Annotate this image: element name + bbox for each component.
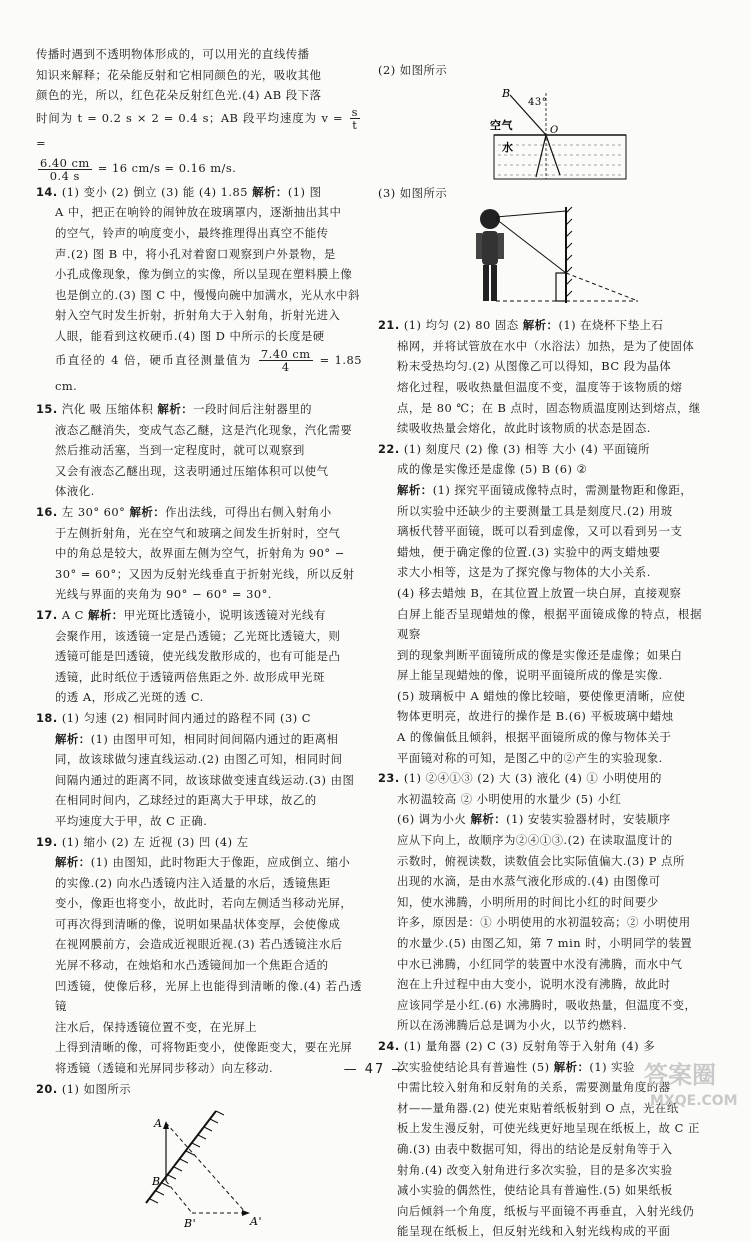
question-15: 15. 汽化 吸 压缩体积 解析：一段时间后注射器里的: [36, 402, 313, 417]
answer-line: 续吸收热量会熔化，故此时该物质的状态是固态.: [397, 421, 651, 436]
label-o: O: [550, 124, 559, 136]
answer-line: 璃板代替平面镜，既可以看到虚像，又可以看到另一支: [397, 524, 683, 539]
answer-line: 熔化过程，吸收热量但温度不变，温度等于该物质的熔: [397, 379, 683, 394]
construction-line: [166, 1123, 246, 1213]
answer-line: 应从下向上，故顺序为②④①③.(2) 在读取温度计的: [397, 833, 673, 848]
answer-line: 点，是 80 ℃；在 B 点时，固态物质温度刚达到熔点，继: [397, 400, 701, 415]
answer-line: 成的像是实像还是虚像 (5) B (6) ②: [397, 462, 588, 477]
answer-line: (2) 如图所示: [378, 63, 448, 77]
answer-line: 材——量角器.(2) 使光束贴着纸板射到 O 点，光在纸: [397, 1100, 679, 1115]
question-17: 17. A C 解析：甲光斑比透镜小，说明该透镜对光线有: [36, 607, 326, 622]
person-mirror-figure: [378, 203, 702, 315]
sight-line: [496, 211, 566, 217]
answer-line: 出现的水滴，是由水蒸气液化形成的.(4) 由图像可: [397, 874, 661, 889]
answer-line: 所以在汤沸腾后总是调为小火，以节约燃料.: [397, 1018, 628, 1033]
answer-line: 体液化.: [55, 484, 95, 499]
answer-line: A 中，把正在响铃的闹钟放在玻璃罩内，逐渐抽出其中: [55, 205, 342, 220]
answer-line: 上得到清晰的像，可将物距变小，使像距变大，要在光屏: [55, 1040, 353, 1055]
answer-line: 泡在上升过程中由大变小，说明水没有沸腾，故此时: [397, 977, 671, 992]
answer-line: 解析：(1) 由图甲可知，相同时间间隔内通过的距离相: [55, 731, 339, 746]
answer-line: 中需比较入射角和反射角的关系，需要测量角度的器: [397, 1080, 671, 1095]
answer-line: 声.(2) 图 B 中，将小孔对着窗口观察到户外景物，是: [55, 246, 336, 261]
answer-line: 解析：(1) 由图知，此时物距大于像距，应成倒立、缩小: [55, 855, 351, 870]
answer-line: 求大小相等，这是为了探究像与物体的大小关系.: [397, 565, 651, 580]
answer-line: 的实像.(2) 向水凸透镜内注入适量的水后，透镜焦距: [55, 875, 331, 890]
answer-line: 的透 A，形成乙光斑的透 C.: [55, 690, 204, 705]
answer-line: 板上发生漫反射，可使光线更好地呈现在纸板上，故 C 正: [397, 1121, 700, 1136]
refraction-diagram-figure: [378, 83, 702, 183]
answer-line: 的空气，铃声的响度变小，最终推理得出真空不能传: [55, 225, 329, 240]
answer-line: (5) 玻璃板中 A 蜡烛的像比较暗，要使像更清晰，应使: [397, 688, 686, 703]
answer-line: 又会有液态乙醚出现，这表明通过压缩体积可以使气: [55, 463, 329, 478]
answer-line: 中的角总是较大，故界面左侧为空气，折射角为 90° −: [55, 546, 345, 561]
answer-line: 会聚作用，该透镜一定是凸透镜；乙光斑比透镜大，则: [55, 628, 341, 643]
fraction: $\frac{6.40 cm}{0.4 s}$: [40, 155, 90, 183]
answer-line: 次实验使结论具有普遍性 (5) 解析：(1) 实验: [397, 1059, 635, 1074]
left-column: [36, 44, 362, 1233]
answer-line: (3) 如图所示: [378, 185, 448, 200]
answer-line: 注水后，保持透镜位置不变，在光屏上: [55, 1019, 258, 1034]
answer-line: 向后倾斜一个角度，纸板与平面镜不再垂直，入射光线仍: [397, 1203, 695, 1218]
question-18: 18. (1) 匀速 (2) 相同时间内通过的路程不同 (3) C: [36, 710, 312, 725]
answer-line: $\frac{6.40 cm}{0.4 s}$ = 16 cm/s = 0.16 m/s.: [40, 155, 237, 183]
label-water: 水: [502, 140, 514, 154]
answer-line: 币直径的 4 倍，硬币直径测量值为 $\frac{7.40 cm}{4}$ = 1.85 cm.: [55, 347, 363, 394]
answer-line: 时间为 t = 0.2 s × 2 = 0.4 s；AB 段平均速度为 v = $\frac{s}{t}$ =: [36, 105, 358, 151]
svg-text:答案圈: 答案圈: [644, 1061, 716, 1089]
answer-line: (4) 移去蜡烛 B，在其位置上放置一块白屏，直接观察: [397, 585, 682, 600]
answer-line: 所以实验中还缺少的主要测量工具是刻度尺.(2) 用玻: [397, 503, 673, 518]
answer-line: 物体更明亮，故进行的操作是 B.(6) 平板玻璃中蜡烛: [397, 709, 674, 724]
answer-line: 颜色的光，所以，红色花朵反射红色光.(4) AB 段下落: [36, 88, 322, 103]
question-20: 20. (1) 如图所示: [36, 1081, 132, 1096]
answer-line: (6) 调为小火 解析：(1) 安装实验器材时，安装顺序: [397, 812, 671, 827]
answer-line: 透镜，此时纸位于透镜两倍焦距之外. 故形成甲光斑: [55, 669, 325, 684]
answer-line: 平面镜对称的可知，是图乙中的②产生的实验现象.: [397, 750, 663, 765]
angle-label: 43°: [528, 96, 548, 108]
answer-line: 蜡烛，便于确定像的位置.(3) 实验中的两支蜡烛要: [397, 544, 661, 559]
label-air: 空气: [490, 118, 513, 132]
answer-line: 然后推动活塞，当到一定程度时，就可以观察到: [55, 443, 305, 458]
fraction: $\frac{s}{t}$: [351, 105, 358, 133]
answer-line: 30° = 60°；又因为反射光线垂直于折射光线，所以反射: [55, 566, 355, 581]
label-a: A: [154, 1117, 163, 1131]
question-22: 22. (1) 刻度尺 (2) 像 (3) 相等 大小 (4) 平面镜所: [378, 441, 651, 456]
answer-line: 到的现象判断平面镜所成的像是实像还是虚像；如果白: [397, 647, 683, 662]
watermark-logo-icon: [640, 1055, 742, 1111]
answer-line: 知识来解释；花朵能反射和它相同颜色的光，吸收其他: [36, 67, 322, 82]
answer-line: 变小，像距也将变小，故此时，若向左侧适当移动光屏，: [55, 896, 353, 911]
answer-line: A 的像偏低且倾斜，根据平面镜所成的像与物体关于: [397, 730, 672, 745]
answer-line: 平均速度大于甲，故 C 正确.: [55, 813, 208, 828]
sight-line: [496, 219, 566, 273]
question-19: 19. (1) 缩小 (2) 左 近视 (3) 凹 (4) 左: [36, 834, 249, 849]
answer-line: 射角.(4) 改变入射角进行多次实验，目的是多次实验: [397, 1162, 673, 1177]
answer-line: 知，使水沸腾，小明所用的时间比小红的时间要少: [397, 894, 659, 909]
answer-line: 小孔成像现象，像为倒立的实像，所以呈现在塑料膜上像: [55, 267, 353, 282]
label-a-prime: A': [250, 1215, 262, 1229]
answer-line: 将透镜（透镜和光屏同步移动）向左移动.: [55, 1061, 274, 1076]
answer-line: 的水量少.(5) 由图乙知，第 7 min 时，小明同学的装置: [397, 936, 693, 950]
answer-line: 应该同学是小红.(6) 水沸腾时，吸收热量，但温度不变，: [397, 997, 697, 1012]
question-23: 23. (1) ②④①③ (2) 大 (3) 液化 (4) ① 小明使用的: [378, 771, 662, 786]
label-b-prime: B': [184, 1217, 197, 1231]
answer-line: 光线与界面的夹角为 90° − 60° = 30°.: [55, 587, 272, 602]
mirror-box: [556, 273, 566, 301]
answer-line: 减小实验的偶然性，使结论具有普遍性.(5) 如果纸板: [397, 1183, 673, 1198]
answer-line: 白屏上能否呈现蜡烛的像，根据平面镜成像的特点，根据观察: [397, 606, 702, 642]
answer-line: 射入空气时发生折射，折射角大于入射角，折射光进入: [55, 308, 341, 323]
answer-line: 水初温较高 ② 小明使用的水量少 (5) 小红: [397, 791, 622, 806]
mirror-diagram-figure: [36, 1103, 362, 1233]
answer-line: 棉网，并将试管放在水中（水浴法）加热，是为了使固体: [397, 338, 695, 353]
answer-line: 人眼，能看到这枚硬币.(4) 图 D 中所示的长度是硬: [55, 328, 325, 343]
answer-line: 解析：(1) 探究平面镜成像特点时，需测量物距和像距，: [397, 482, 693, 497]
label-b: B: [502, 86, 511, 100]
answer-line: 许多，原因是：① 小明使用的水初温较高；② 小明使用: [397, 915, 691, 930]
answer-line: 也是倒立的.(3) 图 C 中，慢慢向碗中加满水，光从水中斜: [55, 287, 360, 302]
page-number: — 47 —: [343, 1062, 407, 1077]
answer-line: 中水已沸腾，小红同学的装置中水没有沸腾，而水中气: [397, 956, 683, 971]
answer-line: 确.(3) 由表中数据可知，得出的结论是反射角等于入: [397, 1141, 673, 1156]
answer-line: 粉末受热均匀.(2) 从图像乙可以得知，BC 段为晶体: [397, 359, 672, 374]
water-tank: [494, 135, 626, 179]
answer-line: 在相同时间内，乙球经过的距离大于甲球，故乙的: [55, 793, 317, 808]
construction-line: [566, 273, 638, 301]
question-21: 21. (1) 均匀 (2) 80 固态 解析：(1) 在烧杯下垫上石: [378, 318, 664, 333]
label-b: B: [152, 1175, 161, 1189]
svg-text:MXQE.COM: MXQE.COM: [650, 1093, 738, 1109]
answer-line: 透镜可能是凹透镜，使光线发散形成的，也有可能是凸: [55, 649, 341, 664]
answer-line: 在视网膜前方，会造成近视眼近视.(3) 若凸透镜注水后: [55, 937, 343, 952]
answer-line: 光屏不移动，在烛焰和水凸透镜间加一个焦距合适的: [55, 958, 329, 973]
answer-line: 可再次得到清晰的像，说明如果晶状体变厚，会使像成: [55, 916, 341, 931]
refracted-ray: [536, 135, 546, 177]
answer-line: 凹透镜，使像后移，光屏上也能得到清晰的像.(4) 若凸透镜: [55, 978, 362, 1014]
answer-line: 传播时遇到不透明物体形成的，可以用光的直线传播: [36, 47, 310, 61]
question-14: 14. (1) 变小 (2) 倒立 (3) 能 (4) 1.85 解析：(1) 图: [36, 184, 322, 199]
answer-line: 能呈现在纸板上，但反射光线和入射光线构成的平面: [397, 1224, 671, 1239]
answer-line: 液态乙醚消失，变成气态乙醚，这是汽化现象，汽化需要: [55, 422, 353, 437]
answer-line: 间隔内通过的距离不同，故该球做变速直线运动.(3) 由图: [55, 772, 355, 787]
answer-line: 示数时，俯视读数，读数值会比实际值偏大.(3) P 点所: [397, 853, 685, 868]
answer-line: 屏上能呈现蜡烛的像，说明平面镜所成的像是实像.: [397, 668, 663, 683]
construction-line: [166, 1181, 192, 1213]
water-pattern: [498, 145, 622, 175]
person-figure-icon: [476, 209, 504, 301]
question-24: 24. (1) 量角器 (2) C (3) 反射角等于入射角 (4) 多: [378, 1038, 656, 1053]
question-16: 16. 左 30° 60° 解析：作出法线，可得出右侧入射角小: [36, 505, 332, 519]
fraction: $\frac{7.40 cm}{4}$: [260, 347, 311, 375]
answer-line: 同，故该球做匀速直线运动.(2) 由图乙可知，相同时间: [55, 752, 343, 767]
answer-line: 于左侧折射角，光在空气和玻璃之间发生折射时，空气: [55, 525, 341, 540]
